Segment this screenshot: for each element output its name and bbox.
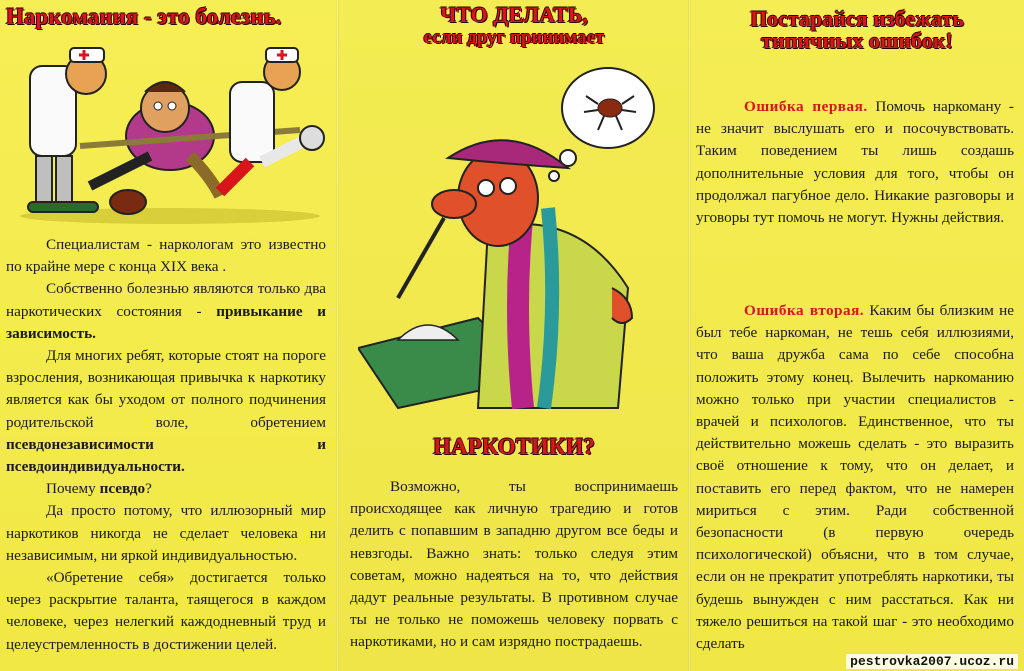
paragraph-2: Собственно болезнью являются только два наркотических состояния - привыкание и зависимость. xyxy=(6,280,326,342)
panel-right-title-line1: Постарайся избежать xyxy=(750,6,964,31)
error-two-label: Ошибка вторая. xyxy=(744,302,865,319)
panel-right-title-line2: типичных ошибок! xyxy=(761,28,953,53)
paragraph-1: Возможно, ты воспринимаешь происходящее как личную трагедию и готов делить с попавшим в западню другом все беды и невзгоды. Важно знать: только следуя этим советам, можно надеяться на то, что действия дадут реальные результаты. В противном случае ты не только не поможешь человеку порвать с наркотиками, но и сам изрядно пострадаешь. xyxy=(350,478,678,651)
panel-middle-subtitle: НАРКОТИКИ? xyxy=(433,434,595,459)
paragraph-1: Специалистам - наркологам это известно по крайне мере с конца XIX века . xyxy=(6,236,326,276)
doctors-carrying-patient-illustration xyxy=(0,26,338,226)
fold-line-2 xyxy=(688,0,691,671)
panel-left-title: Наркомания - это болезнь. xyxy=(6,4,282,29)
fold-line-1 xyxy=(336,0,339,671)
error-one-paragraph: Ошибка первая. Помочь наркоману - не значит выслушать его и посочувствовать. Таким поведением ты лишь создашь дополнительные условия для того, чтобы он продолжал пагубное дело. Никакие разговоры и уговоры тут помочь не могут. Нужны действия. xyxy=(696,98,1014,227)
error-one-label: Ошибка первая. xyxy=(744,98,868,115)
error-two-paragraph: Ошибка вторая. Каким бы близким не был тебе наркоман, не тешь себя иллюзиями, что ваша дружба сама по себе способна положить этому конец. Вылечить наркоманию можно только при участии специалистов - врачей и психологов. Единственное, что ты действительно можешь сделать - это выразить своё отношение к тому, что он делает, и поставить его перед фактом, что не намерен мириться с этим. Ради собственной безопасности (в первую очередь психологической) объясни, что в том случае, если он не прекратит употреблять наркотики, ты будешь вынужден с ним расстаться. Как ни тяжело решиться на такой шаг - это необходимо сделать xyxy=(696,302,1014,653)
panel-left-body xyxy=(6,234,326,656)
thinking-figure-illustration xyxy=(358,58,678,418)
paragraph-4: Почему псевдо? xyxy=(46,480,152,498)
panel-middle-body xyxy=(350,476,678,654)
panel-middle-title-line1: ЧТО ДЕЛАТЬ, xyxy=(440,2,588,27)
watermark: pestrovka2007.ucoz.ru xyxy=(846,654,1018,669)
panel-middle xyxy=(338,0,690,671)
paragraph-6: «Обретение себя» достигается только через раскрытие таланта, таящегося в каждом человеке, через нелегкий каждодневный труд и целеустремленность в достижении целей. xyxy=(6,569,326,653)
panel-middle-title-line2: если друг принимает xyxy=(423,27,605,48)
panel-right xyxy=(690,0,1024,671)
panel-left xyxy=(0,0,338,671)
paragraph-3: Для многих ребят, которые стоят на пороге взросления, возникающая привычка к наркотику является как бы уходом от полного подчинения родительской воле, обретением псевдонезависимости и псевдоиндивидуальности. xyxy=(6,347,326,476)
paragraph-5: Да просто потому, что иллюзорный мир наркотиков никогда не сделает человека ни независимым, ни яркой индивидуальностью. xyxy=(6,502,326,564)
